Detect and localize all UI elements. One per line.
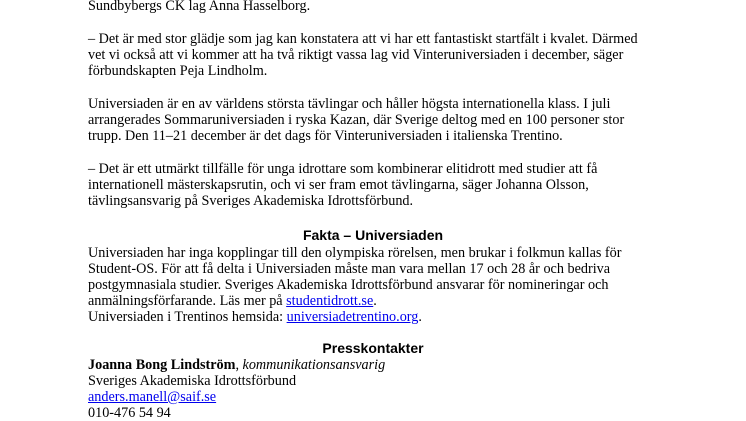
paragraph-line xyxy=(88,309,422,325)
paragraph-line: Universiaden har inga kopplingar till den olympiska rörelsen, men brukar i folkmun kallas för xyxy=(88,245,622,261)
paragraph-line: – Det är med stor glädje som jag kan konstatera att vi har ett fantastiskt startfält i kvalet. Därmed xyxy=(88,31,638,47)
contact-separator: , xyxy=(235,357,243,373)
paragraph-line: internationell mästerskapsrutin, och vi ser fram emot tävlingarna, säger Johanna Olsson, xyxy=(88,177,589,193)
contact-org: Sveriges Akademiska Idrottsförbund xyxy=(88,373,297,389)
line-end: . xyxy=(418,309,422,325)
press-heading: Presskontakter xyxy=(322,340,424,356)
paragraph-line: Student-OS. För att få delta i Universiaden måste man vara mellan 17 och 28 år och bedriva xyxy=(88,261,611,277)
paragraph-line: Sundbybergs CK lag Anna Hasselborg. xyxy=(88,0,311,14)
contact-phone: 010-476 54 94 xyxy=(88,405,171,421)
universiadetrentino-link[interactable]: universiadetrentino.org xyxy=(286,309,419,325)
contact-email-line xyxy=(88,389,216,405)
line-text: anmälningsförfarande. Läs mer på xyxy=(88,293,287,309)
paragraph-line: trupp. Den 11–21 december är det dags för Vinteruniversiaden i italienska Trentino. xyxy=(88,128,563,144)
paragraph-line: vet vi också att vi kommer att ha två riktigt vassa lag vid Vinteruniversiaden i december, säger xyxy=(88,47,624,63)
line-text: Universiaden i Trentinos hemsida: xyxy=(88,309,287,325)
contact-name-line xyxy=(88,357,385,373)
paragraph-line: postgymnasiala studier. Sveriges Akademiska Idrottsförbund ansvarar för nomineringar och xyxy=(88,277,609,293)
paragraph-line xyxy=(88,293,377,309)
contact-email-link[interactable]: anders.manell@saif.se xyxy=(88,389,217,405)
paragraph-line: arrangerades Sommaruniversiaden i ryska Kazan, där Sverige deltog med en 100 personer stor xyxy=(88,112,625,128)
fakta-heading: Fakta – Universiaden xyxy=(302,227,444,243)
contact-name: Joanna Bong Lindström xyxy=(88,357,236,373)
paragraph-line: tävlingsansvarig på Sveriges Akademiska Idrottsförbund. xyxy=(88,193,414,209)
paragraph-line: Universiaden är en av världens största tävlingar och håller högsta internationella klass. I juli xyxy=(88,96,611,112)
paragraph-line: förbundskapten Peja Lindholm. xyxy=(88,63,268,79)
studentidrott-link[interactable]: studentidrott.se xyxy=(286,293,374,309)
contact-role: kommunikationsansvarig xyxy=(242,357,386,373)
paragraph-line: – Det är ett utmärkt tillfälle för unga idrottare som kombinerar elitidrott med studier att få xyxy=(88,161,598,177)
line-end: . xyxy=(373,293,377,309)
